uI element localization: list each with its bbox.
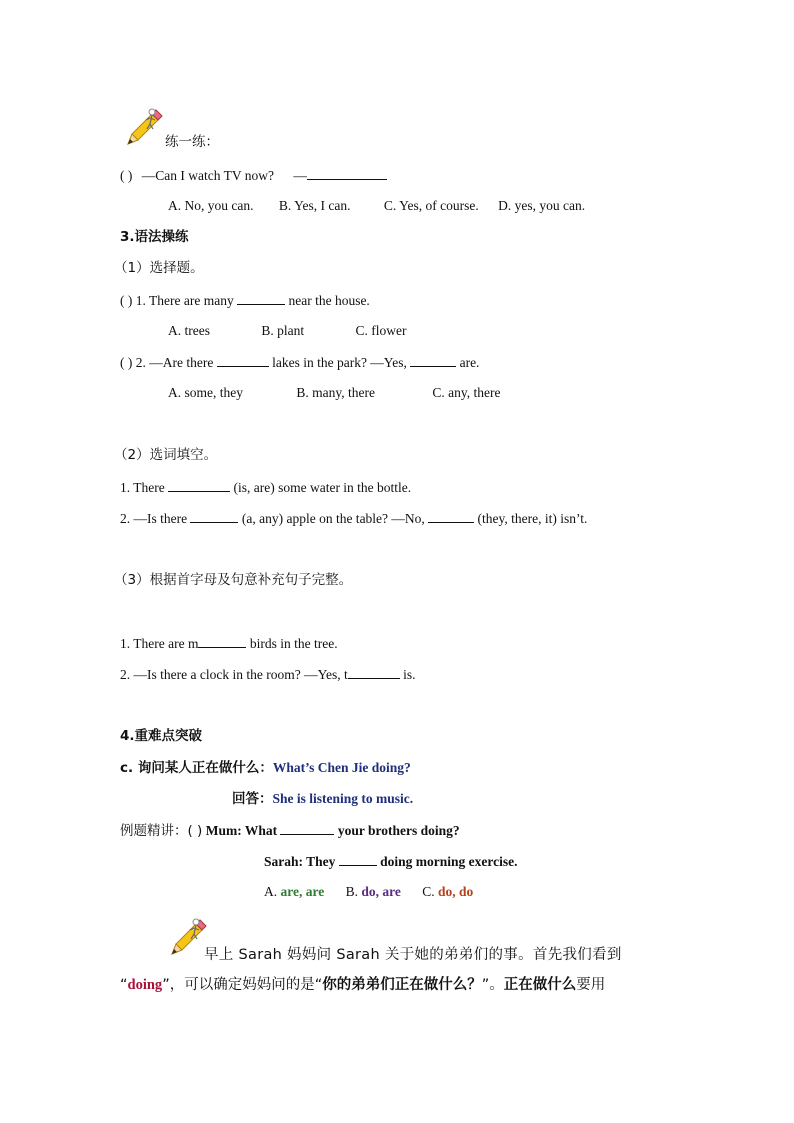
part-1-q2-options — [168, 384, 500, 402]
question-text: (they, there, it) isn’t. — [477, 511, 588, 526]
example-options — [264, 883, 473, 901]
practice-question — [120, 166, 387, 185]
section-4-heading: 4.重难点突破 — [120, 728, 203, 744]
part-2-title: （2）选词填空。 — [114, 447, 218, 463]
question-text: near the house. — [288, 293, 370, 308]
answer-text: She is listening to music. — [272, 791, 414, 806]
answer-blank[interactable] — [428, 509, 474, 523]
part-2-q1 — [120, 478, 411, 497]
option-c: C. Yes, of course. — [383, 198, 479, 213]
part-1-title: （1）选择题。 — [114, 260, 204, 276]
answer-blank[interactable] — [168, 478, 230, 492]
option-b: B. Yes, I can. — [278, 198, 351, 213]
question-text: Mum: What — [205, 823, 278, 838]
practice-options — [168, 197, 585, 215]
option-a: A. trees — [168, 323, 210, 338]
part-1-q1 — [120, 291, 370, 310]
answer-blank[interactable] — [348, 665, 400, 679]
part-3-title: （3）根据首字母及句意补充句子完整。 — [114, 572, 353, 588]
question-text: Sarah: They — [264, 854, 336, 869]
answer-blank[interactable] — [190, 509, 238, 523]
doing-keyword: doing — [127, 977, 163, 993]
answer-blank[interactable] — [237, 291, 285, 305]
question-text: doing morning exercise. — [380, 854, 518, 869]
option-d: D. yes, you can. — [498, 198, 586, 213]
explanation-line-1: 早上 Sarah 妈妈问 Sarah 关于她的弟弟们的事。首先我们看到 — [204, 947, 622, 963]
pattern-c-label: c. 询问某人正在做什么： — [120, 760, 273, 776]
option-c-value: do, do — [438, 884, 474, 899]
part-3-q1 — [120, 634, 338, 653]
explanation-line-2 — [120, 976, 605, 994]
question-text: —Can I watch TV now? — [141, 168, 274, 183]
option-c-prefix: C. — [422, 884, 435, 899]
part-3-q2 — [120, 665, 415, 684]
explanation-bold: 你的弟弟们正在做什么？ — [322, 977, 482, 993]
option-c: C. any, there — [432, 385, 501, 400]
practice-label: 练一练： — [165, 134, 219, 150]
question-text: 1. There are many — [135, 293, 234, 308]
answer-paren: ( ) — [120, 293, 133, 308]
option-b-prefix: B. — [345, 884, 358, 899]
example-label: 例题精讲：( ) — [120, 823, 203, 839]
part-2-q2 — [120, 509, 587, 528]
question-text: (is, are) some water in the bottle. — [233, 480, 412, 495]
question-text: 2. —Is there a clock in the room? —Yes, t — [120, 667, 348, 682]
answer-blank[interactable] — [280, 821, 334, 835]
part-1-q2 — [120, 353, 479, 372]
answer-blank[interactable] — [198, 634, 246, 648]
question-text: is. — [403, 667, 416, 682]
section-3-heading: 3.语法操练 — [120, 229, 189, 245]
option-a-value: are, are — [280, 884, 325, 899]
answer-paren: ( ) — [120, 168, 133, 183]
question-text: are. — [459, 355, 480, 370]
question-text: birds in the tree. — [249, 636, 338, 651]
answer-blank[interactable] — [410, 353, 456, 367]
question-text: 2. —Are there — [135, 355, 214, 370]
question-text: 2. —Is there — [120, 511, 188, 526]
explanation-bold: 正在做什么 — [503, 977, 577, 993]
answer-dash: — — [293, 168, 307, 183]
option-b: B. plant — [261, 323, 305, 338]
answer-blank[interactable] — [307, 166, 387, 180]
answer-label: 回答： — [232, 791, 273, 807]
part-1-q1-options — [168, 322, 406, 340]
question-text: 1. There — [120, 480, 165, 495]
answer-paren: ( ) — [120, 355, 133, 370]
option-b-value: do, are — [361, 884, 401, 899]
answer-blank[interactable] — [339, 852, 377, 866]
option-b: B. many, there — [296, 385, 375, 400]
question-text: lakes in the park? —Yes, — [272, 355, 407, 370]
option-a: A. some, they — [168, 385, 243, 400]
option-a-prefix: A. — [264, 884, 278, 899]
option-c: C. flower — [355, 323, 407, 338]
pattern-c-question: What’s Chen Jie doing? — [272, 760, 411, 775]
example-question — [120, 821, 460, 840]
explanation-text: ”。 — [481, 977, 504, 993]
example-sarah — [264, 852, 518, 871]
pencil-icon — [122, 104, 166, 148]
explanation-text: ”，可以确定妈妈问的是“ — [162, 977, 323, 993]
question-text: (a, any) apple on the table? —No, — [241, 511, 425, 526]
explanation-text: 要用 — [576, 977, 606, 993]
pattern-c — [120, 759, 411, 777]
question-text: your brothers doing? — [337, 823, 460, 838]
answer-blank[interactable] — [217, 353, 269, 367]
quote-open: “ — [120, 977, 128, 993]
option-a: A. No, you can. — [168, 198, 254, 213]
question-text: 1. There are m — [120, 636, 199, 651]
pattern-c-answer — [232, 790, 413, 808]
